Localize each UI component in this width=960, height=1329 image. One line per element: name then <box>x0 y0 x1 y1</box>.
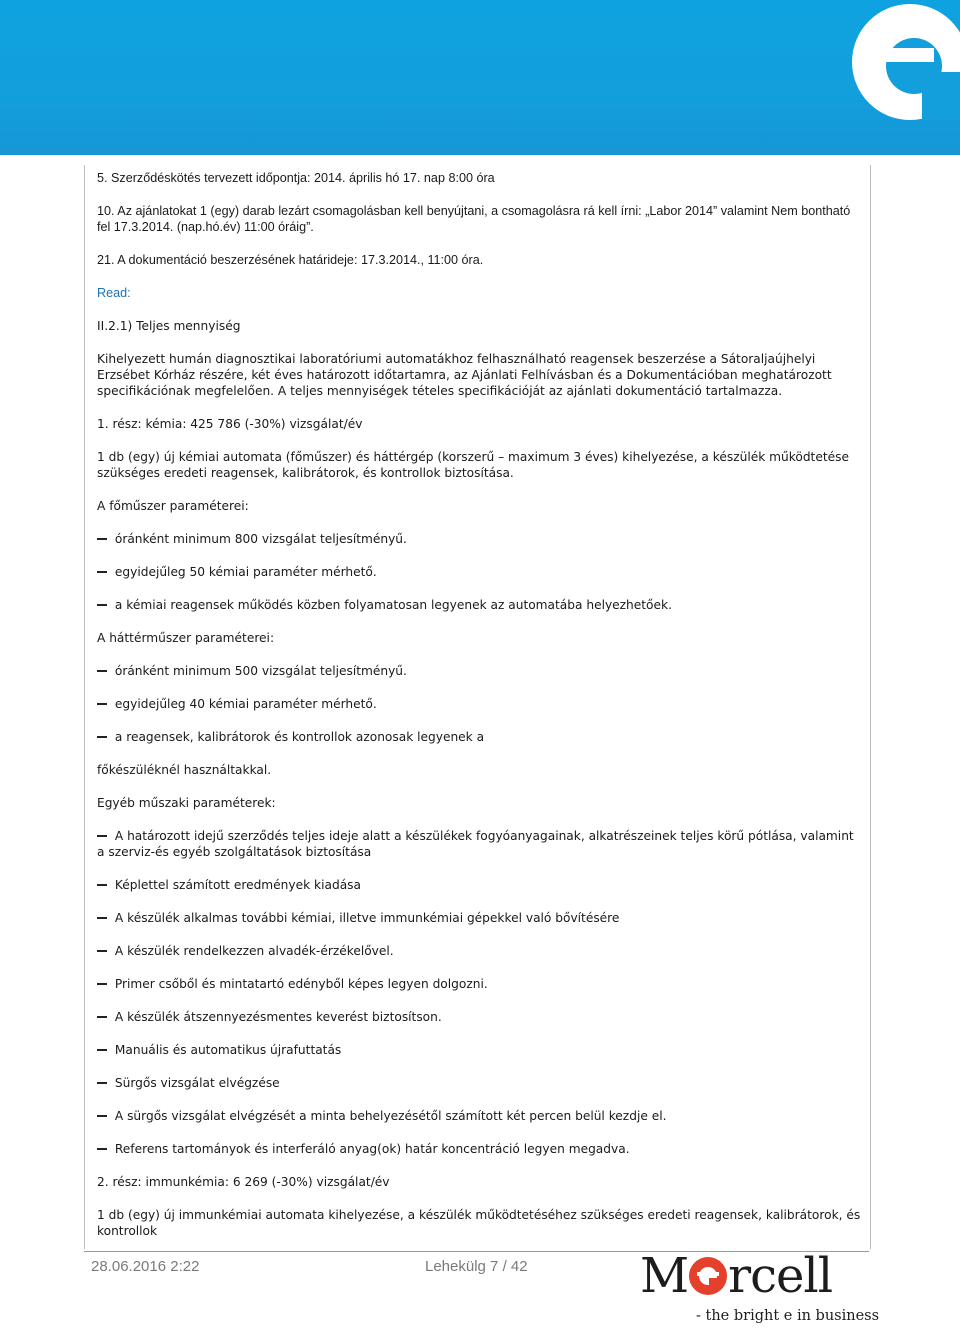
header-banner <box>0 0 960 155</box>
list-item: A készülék alkalmas további kémiai, illetve immunkémiai gépekkel való bővítésére <box>97 910 862 926</box>
brand-tagline: - the bright e in business <box>696 1308 880 1324</box>
brand-e-icon <box>689 1257 727 1295</box>
list-item: a kémiai reagensek működés közben folyamatosan legyenek az automatába helyezhetőek. <box>97 597 862 613</box>
part1-heading: 1. rész: kémia: 425 786 (-30%) vizsgálat/év <box>97 417 363 431</box>
list-item: A készülék rendelkezzen alvadék-érzékelővel. <box>97 943 862 959</box>
dash-bullet-icon <box>97 884 107 886</box>
read-label: Read: <box>97 286 131 300</box>
part2-heading: 2. rész: immunkémia: 6 269 (-30%) vizsgálat/év <box>97 1175 390 1189</box>
intro-paragraph: Kihelyezett humán diagnosztikai laboratóriumi automatákhoz felhasználható reagensek beszerzése a Sátoraljaújhelyi Erzsébet Kórház részére, két éves határozott időtartamra, az Ajánlati Felhívásban és a Dokumentációban meghatározott specifikációnak megfelelően. A teljes mennyiségek tételes specifikációját az ajánlati dokumentáció tartalmazza. <box>97 352 832 398</box>
list-item: Képlettel számított eredmények kiadása <box>97 877 862 893</box>
dash-bullet-icon <box>97 670 107 672</box>
dash-bullet-icon <box>97 1082 107 1084</box>
marcell-e-logo-icon <box>790 0 960 120</box>
dash-bullet-icon <box>97 571 107 573</box>
dash-bullet-icon <box>97 950 107 952</box>
dash-bullet-icon <box>97 983 107 985</box>
dash-bullet-icon <box>97 604 107 606</box>
submission-line: 10. Az ajánlatokat 1 (egy) darab lezárt csomagolásban kell benyújtani, a csomagolásra rá kell írni: „Labor 2014” valamint Nem bontható fel 17.3.2014. (nap.hó.év) 11:00 óráig”. <box>97 204 851 234</box>
document-body <box>97 170 862 1256</box>
dash-bullet-icon <box>97 538 107 540</box>
footer-date: 28.06.2016 2:22 <box>91 1258 200 1275</box>
list-item: egyidejűleg 50 kémiai paraméter mérhető. <box>97 564 862 580</box>
list-item: A készülék átszennyezésmentes keverést biztosítson. <box>97 1009 862 1025</box>
section-heading: II.2.1) Teljes mennyiség <box>97 319 241 333</box>
list-item: a reagensek, kalibrátorok és kontrollok azonosak legyenek a <box>97 729 862 745</box>
part1-description: 1 db (egy) új kémiai automata (főműszer) és háttérgép (korszerű – maximum 3 éves) kihelyezése, a készülék működtetése szükséges eredeti reagensek, kalibrátorok, és kontrollok biztosítása. <box>97 450 849 480</box>
marcell-brand-logo <box>640 1248 880 1329</box>
dash-bullet-icon <box>97 703 107 705</box>
dash-bullet-icon <box>97 917 107 919</box>
backup-params-heading: A háttérműszer paraméterei: <box>97 631 275 645</box>
dash-bullet-icon <box>97 1115 107 1117</box>
list-item: egyidejűleg 40 kémiai paraméter mérhető. <box>97 696 862 712</box>
list-item: A sürgős vizsgálat elvégzését a minta behelyezésétől számított két percen belül kezdje el. <box>97 1108 862 1124</box>
main-params-heading: A főműszer paraméterei: <box>97 499 249 513</box>
part2-description: 1 db (egy) új immunkémiai automata kihelyezése, a készülék működtetéséhez szükséges eredeti reagensek, kalibrátorok, és kontrollok <box>97 1208 861 1238</box>
brand-wordmark: M rcell <box>640 1248 833 1304</box>
list-item: Primer csőből és mintatartó edényből képes legyen dolgozni. <box>97 976 862 992</box>
other-params-heading: Egyéb műszaki paraméterek: <box>97 796 276 810</box>
list-item: A határozott idejű szerződés teljes ideje alatt a készülékek fogyóanyagainak, alkatrészeinek teljes körű pótlása, valamint a szerviz-és egyéb szolgáltatások biztosítása <box>97 829 854 859</box>
dash-bullet-icon <box>97 736 107 738</box>
list-item: Manuális és automatikus újrafuttatás <box>97 1042 862 1058</box>
dash-bullet-icon <box>97 1148 107 1150</box>
list-item: óránként minimum 800 vizsgálat teljesítményű. <box>97 531 862 547</box>
dash-bullet-icon <box>97 1016 107 1018</box>
footer-page-number: Lehekülg 7 / 42 <box>425 1258 528 1275</box>
list-item: óránként minimum 500 vizsgálat teljesítményű. <box>97 663 862 679</box>
delivery-date-line: 5. Szerződéskötés tervezett időpontja: 2014. április hó 17. nap 8:00 óra <box>97 171 495 185</box>
list-item: Sürgős vizsgálat elvégzése <box>97 1075 862 1091</box>
dash-bullet-icon <box>97 1049 107 1051</box>
documentation-deadline-line: 21. A dokumentáció beszerzésének határideje: 17.3.2014., 11:00 óra. <box>97 253 484 267</box>
list-item-continuation: főkészüléknél használtakkal. <box>97 763 272 777</box>
list-item: Referens tartományok és interferáló anyag(ok) határ koncentráció legyen megadva. <box>97 1141 862 1157</box>
dash-bullet-icon <box>97 835 107 837</box>
